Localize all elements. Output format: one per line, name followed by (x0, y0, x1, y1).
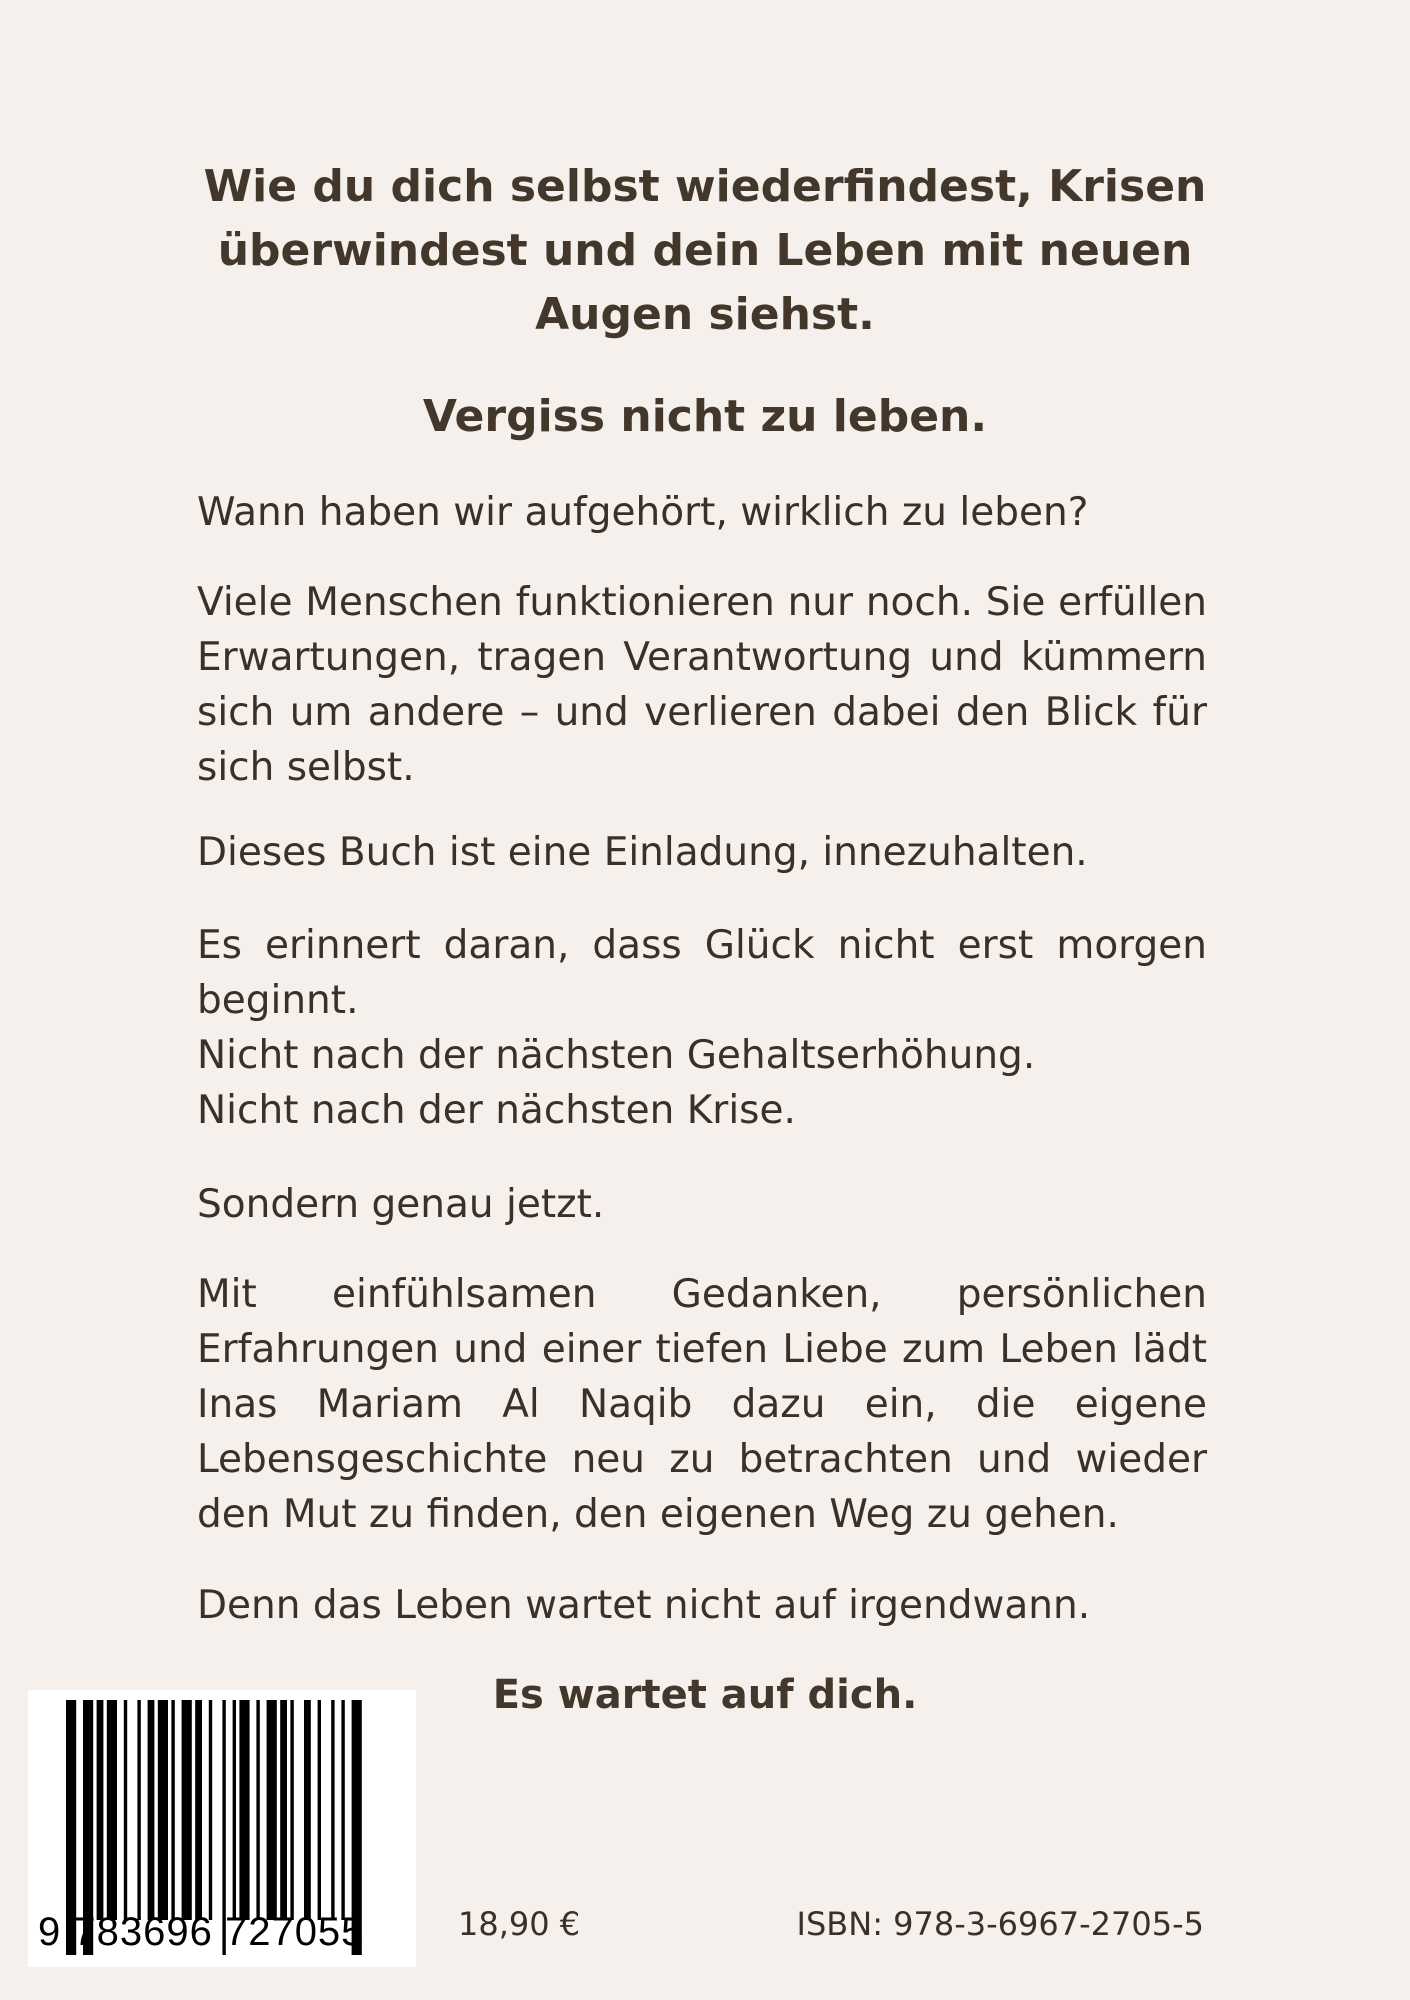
barcode-bar (195, 1700, 202, 1920)
paragraph-invitation: Dieses Buch ist eine Einladung, innezuhalten. (197, 830, 1088, 875)
barcode-bar (171, 1700, 174, 1920)
paragraph-waiting: Denn das Leben wartet nicht auf irgendwann. (197, 1583, 1091, 1628)
barcode-bar (239, 1700, 249, 1920)
paragraph-question: Wann haben wir aufgehört, wirklich zu leben? (197, 490, 1089, 535)
isbn-label: ISBN: 978-3-6967-2705-5 (796, 1905, 1204, 1943)
paragraph-happiness-line-3: Nicht nach der nächsten Krise. (197, 1088, 796, 1133)
barcode-bar (158, 1700, 168, 1920)
barcode-bar (148, 1700, 155, 1920)
barcode-bar (137, 1700, 140, 1920)
closing-line: Es wartet auf dich. (492, 1672, 918, 1718)
paragraph-author: Mit einfühlsamen Gedanken, persönlichen Erfahrungen und einer tiefen Liebe zum Leben lädt Inas Mariam Al Naqib dazu ein, die eigene Lebensgeschichte neu zu betrachten und wieder den Mut zu finden, den eigenen Weg zu gehen. (197, 1272, 1207, 1537)
barcode-bar (209, 1700, 212, 1920)
barcode-bar (97, 1700, 104, 1920)
back-cover-title: Wie du dich selbst wiederfindest, Krisen überwindest und dein Leben mit neuen Augen siehst. (203, 161, 1207, 340)
barcode-bar (341, 1700, 344, 1920)
barcode-number: 9 783696 727055 (38, 1910, 365, 1954)
barcode (28, 1690, 416, 1967)
barcode-bar (256, 1700, 259, 1920)
paragraph-now: Sondern genau jetzt. (197, 1182, 605, 1227)
paragraph-happiness-line-1: Es erinnert daran, dass Glück nicht erst morgen beginnt. (197, 923, 1207, 1023)
barcode-bar (124, 1700, 127, 1920)
barcode-bar (304, 1700, 311, 1920)
paragraph-functioning: Viele Menschen funktionieren nur noch. Sie erfüllen Erwartungen, tragen Verantwortung und kümmern sich um andere – und verlieren dabei den Blick für sich selbst. (197, 580, 1207, 790)
barcode-bar (233, 1700, 236, 1920)
price-label: 18,90 € (458, 1905, 581, 1943)
barcode-bar (107, 1700, 117, 1920)
paragraph-happiness-line-2: Nicht nach der nächsten Gehaltserhöhung. (197, 1033, 1036, 1078)
barcode-bar (267, 1700, 277, 1920)
barcode-bar (290, 1700, 293, 1920)
barcode-bar (318, 1700, 321, 1920)
barcode-bar (280, 1700, 287, 1920)
back-cover-subtitle: Vergiss nicht zu leben. (422, 391, 988, 442)
barcode-bar (182, 1700, 192, 1920)
barcode-bar (331, 1700, 334, 1920)
paragraph-happiness (197, 918, 1207, 1138)
